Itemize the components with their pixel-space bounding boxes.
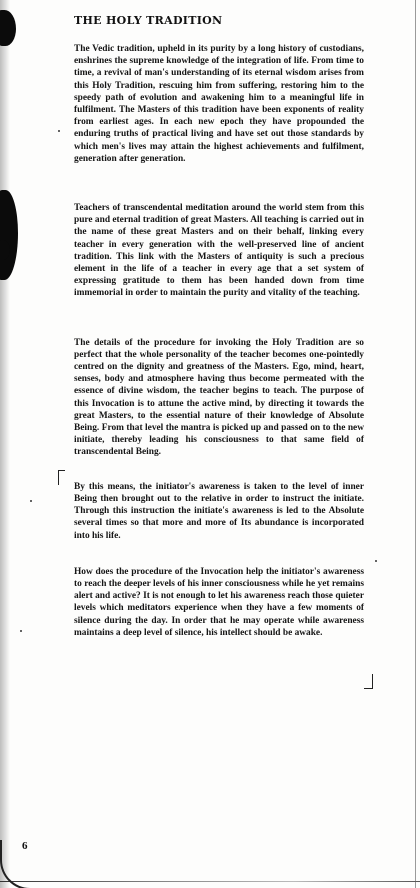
ink-blot-top (0, 10, 16, 46)
paragraph-teachers: Teachers of transcendental meditation around the world stem from this pure and eternal tradition of great Masters. All teaching is carried out in the name of these great Masters and on their behalf, linking every teacher in every generation with the well-preserved line of ancient tradition. This link with the Masters of antiquity is such a precious element in the life of a teacher in every age that a set system of expressing gratitude to them has been handed down from time immemorial in order to maintain the purity and vitality of the teaching. (74, 203, 364, 299)
page-content (74, 14, 364, 639)
page-title: THE HOLY TRADITION (74, 14, 223, 27)
page-number: 6 (22, 840, 28, 852)
speck (58, 130, 60, 132)
paragraph-invocation-details: The details of the procedure for invoking the Holy Tradition are so perfect that the whole personality of the teacher becomes one-pointedly centred on the dignity and greatness of the Masters. Ego, mind, heart, senses, body and atmosphere having thus become permeated with the essence of divine wisdom, the teacher begins to teach. The purpose of this Invocation is to attune the active mind, by directing it towards the great Masters, to the essential nature of their knowledge of Absolute Being. From that level the mantra is picked up and passed on to the new initiate, thereby leading his consciousness to that same field of transcendental Being. (74, 337, 364, 458)
page-edge-bottom (0, 881, 420, 882)
paragraph-vedic-tradition: The Vedic tradition, upheld in its purity by a long history of custodians, enshrines the supreme knowledge of the integration of life. From time to time, a revival of man's understanding of its eternal wisdom arises from this Holy Tradition, rescuing him from suffering, restoring him to the speedy path of evolution and awakening him to a meaningful life in fulfilment. The Masters of this tradition have been exponents of reality from earliest ages. In each new epoch they have propounded the enduring truths of practical living and have set out those standards by which men's lives may attain the highest achievements and fulfilment, generation after generation. (74, 44, 364, 164)
speck (20, 630, 22, 632)
binding-shadow (0, 0, 10, 888)
margin-bracket-mark (58, 470, 65, 485)
paragraph-invocation-question: How does the procedure of the Invocation help the initiator's awareness to reach the deeper levels of his inner consciousness while he yet remains alert and active? It is not enough to let his awareness reach those quieter levels which meditators experience when they have a few moments of silence during the day. In order that he may operate while awareness maintains a deep level of silence, his intellect should be awake. (74, 566, 364, 638)
page-edge-right (415, 0, 416, 888)
paragraph-initiator-awareness: By this means, the initiator's awareness is taken to the level of inner Being then brought out to the relative in order to instruct the initiate. Through this instruction the initiate's awareness is led to the Absolute several times so that more and more of Its abundance is incorporated into his life. (74, 481, 364, 541)
speck (30, 500, 32, 502)
ink-blot-middle (0, 190, 18, 280)
speck (375, 560, 377, 562)
margin-end-mark (364, 674, 373, 689)
